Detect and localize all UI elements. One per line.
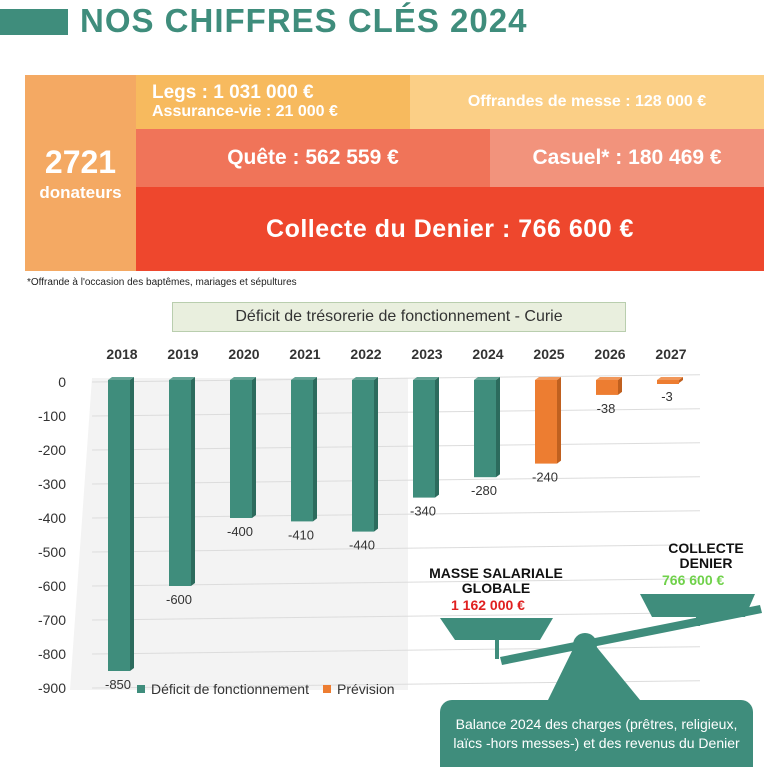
xtick-label: 2027: [655, 346, 687, 362]
bar-side: [374, 377, 378, 532]
masse-salariale-value: 1 162 000 €: [451, 597, 525, 613]
donors-block: [25, 75, 136, 271]
bar: [535, 380, 557, 464]
page-title: NOS CHIFFRES CLÉS 2024: [80, 2, 528, 39]
xtick-label: 2022: [350, 346, 382, 362]
collecte-denier-label: COLLECTE DENIER: [668, 540, 744, 571]
xtick-label: 2023: [411, 346, 443, 362]
bar-side: [130, 377, 134, 671]
balance-right-pan: [640, 594, 755, 617]
balance-caption: Balance 2024 des charges (prêtres, religieux, laïcs -hors messes-) et des revenus du Denier: [440, 700, 753, 767]
data-label: -280: [470, 483, 498, 499]
donors-count: 2721: [44, 143, 117, 180]
legs-value: Legs : 1 031 000 €: [152, 82, 314, 103]
bar: [352, 380, 374, 532]
ytick-label: -200: [37, 442, 66, 458]
data-label: -340: [409, 503, 437, 519]
assurance-vie-value: Assurance-vie : 21 000 €: [152, 103, 338, 120]
ytick-label: -500: [37, 544, 66, 560]
casuel-block: Casuel* : 180 469 €: [490, 129, 764, 187]
bar-top: [291, 377, 317, 380]
legs-block: [136, 75, 410, 129]
footnote: *Offrande à l'occasion des baptêmes, mariages et sépultures: [27, 277, 297, 288]
denier-block: Collecte du Denier : 766 600 €: [136, 187, 764, 271]
ytick-label: -800: [37, 646, 66, 662]
masse-salariale-label: MASSE SALARIALE GLOBALE: [429, 565, 563, 596]
bar-top: [108, 377, 134, 380]
legend-label: Prévision: [337, 681, 395, 697]
xtick-label: 2019: [167, 346, 199, 362]
bar-side: [191, 377, 195, 586]
ytick-label: 0: [58, 374, 66, 390]
ytick-label: -400: [37, 510, 66, 526]
data-label: -38: [596, 400, 616, 416]
chart-title: Déficit de trésorerie de fonctionnement - Curie: [172, 302, 626, 332]
bar-top: [657, 377, 683, 380]
xtick-label: 2026: [594, 346, 626, 362]
bar-top: [352, 377, 378, 380]
bar-top: [474, 377, 500, 380]
data-label: -240: [531, 469, 559, 485]
bar-top: [169, 377, 195, 380]
data-label: -600: [165, 592, 193, 607]
bar: [657, 380, 679, 384]
bar-side: [313, 377, 317, 521]
bar: [413, 380, 435, 498]
xtick-label: 2021: [289, 346, 321, 362]
bar-side: [496, 377, 500, 477]
ytick-label: -300: [37, 476, 66, 492]
bar: [474, 380, 496, 477]
bar-side: [435, 377, 439, 498]
bar-side: [252, 377, 256, 518]
bar-top: [535, 377, 561, 380]
title-accent-bar: [0, 9, 68, 35]
bar-top: [596, 377, 622, 380]
data-label: -410: [287, 527, 315, 543]
quete-block: Quête : 562 559 €: [136, 129, 490, 187]
data-label: -3: [661, 389, 673, 405]
collecte-denier-value: 766 600 €: [662, 572, 725, 588]
data-label: -400: [226, 524, 254, 539]
bar: [230, 380, 252, 518]
bar: [596, 380, 618, 395]
bar-side: [618, 377, 622, 395]
legend-swatch: [323, 685, 331, 693]
balance-left-pan: [440, 618, 553, 640]
bar: [108, 380, 130, 671]
legend-swatch: [137, 685, 145, 693]
legend-label: Déficit de fonctionnement: [151, 681, 309, 697]
ytick-label: -700: [37, 612, 66, 628]
bar: [291, 380, 313, 521]
donors-label: donateurs: [39, 182, 122, 202]
data-label: -440: [348, 537, 376, 553]
ytick-label: -900: [37, 680, 66, 696]
ytick-label: -600: [37, 578, 66, 594]
xtick-label: 2025: [533, 346, 565, 362]
xtick-label: 2018: [106, 346, 138, 362]
bar-top: [230, 377, 256, 380]
balance-stand: [548, 645, 640, 700]
ytick-label: -100: [37, 408, 66, 424]
xtick-label: 2020: [228, 346, 260, 362]
offrandes-block: Offrandes de messe : 128 000 €: [410, 75, 764, 129]
bar-side: [557, 377, 561, 464]
data-label: -850: [104, 677, 132, 692]
xtick-label: 2024: [472, 346, 504, 362]
bar: [169, 380, 191, 586]
bar-top: [413, 377, 439, 380]
